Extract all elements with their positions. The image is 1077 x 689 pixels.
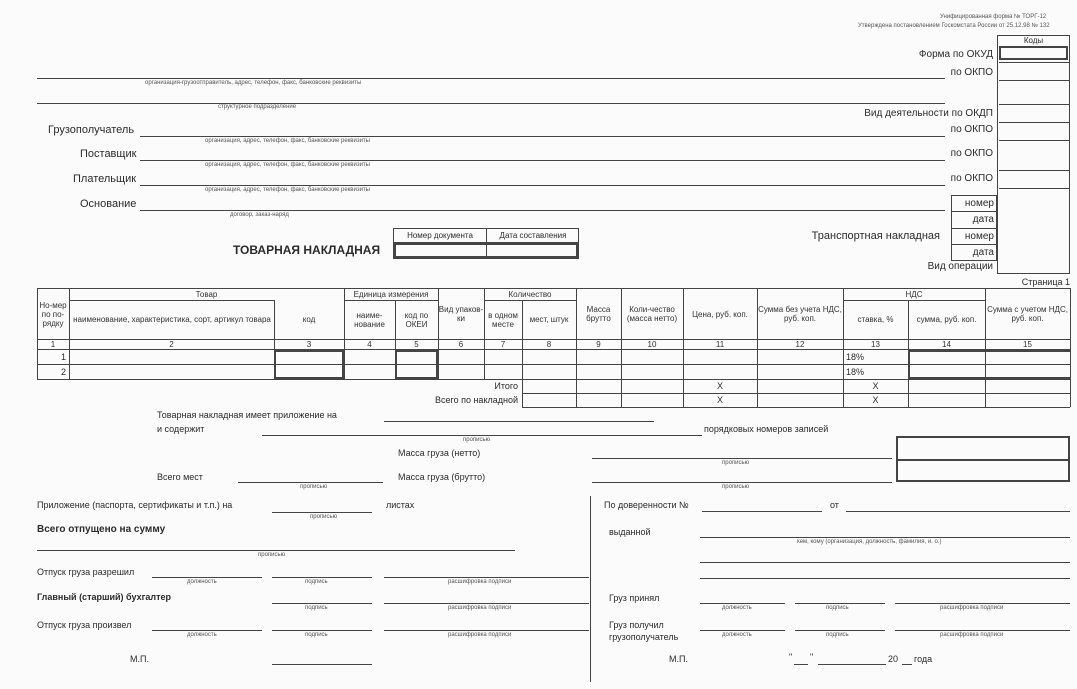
issued-hint: кем, кому (организация, должность, фамилия, и. о.) bbox=[797, 539, 942, 545]
vid-operacii-label: Вид операции bbox=[927, 261, 993, 272]
proxy-label: По доверенности № bbox=[604, 500, 689, 510]
ordinal-records-label: порядковых номеров записей bbox=[704, 424, 829, 434]
unified-form-label: Унифицированная форма № ТОРГ-12 bbox=[940, 14, 1047, 20]
h-net: Коли-чество (масса нетто) bbox=[626, 305, 678, 323]
podpis-hint-5: подпись bbox=[826, 632, 849, 638]
okpo-label-2: по ОКПО bbox=[950, 124, 993, 135]
table-row-vat-rate: 18% bbox=[846, 367, 865, 377]
h-qty: Количество bbox=[508, 290, 552, 299]
nomer-label-1: номер bbox=[964, 198, 994, 209]
table-row-vat-rate: 18% bbox=[846, 352, 865, 362]
appendix-line2: и содержит bbox=[157, 424, 205, 434]
h-qty-one: в одном месте bbox=[488, 310, 518, 329]
vsego-label: Всего по накладной bbox=[434, 395, 518, 405]
itogo-label: Итого bbox=[494, 381, 518, 391]
data-label-1: дата bbox=[972, 214, 994, 225]
year-prefix: 20 bbox=[888, 654, 899, 664]
payer-label: Плательщик bbox=[73, 173, 137, 185]
price-x-2: X bbox=[716, 395, 723, 405]
transport-label: Транспортная накладная bbox=[811, 230, 940, 242]
rasshifrovka-hint-5: расшифровка подписи bbox=[940, 632, 1004, 638]
col-num: 8 bbox=[546, 339, 552, 349]
doc-date-label: Дата составления bbox=[499, 231, 567, 240]
appendix-line1: Товарная накладная имеет приложение на bbox=[157, 410, 337, 420]
h-vat: НДС bbox=[905, 290, 923, 299]
okdp-label: Вид деятельности по ОКДП bbox=[864, 108, 993, 119]
rasshifrovka-hint-4: расшифровка подписи bbox=[940, 605, 1004, 611]
okei-code-cells[interactable] bbox=[395, 350, 438, 379]
col-num: 12 bbox=[795, 339, 805, 349]
table-row-no: 2 bbox=[60, 367, 66, 377]
vat-sum-cells[interactable] bbox=[908, 350, 1070, 379]
data-label-2: дата bbox=[972, 247, 994, 258]
date-quote-close: " bbox=[810, 652, 814, 662]
okpo-label-3: по ОКПО bbox=[950, 148, 993, 159]
col-num: 1 bbox=[50, 339, 56, 349]
consignee-hint: организация, адрес, телефон, факс, банковские реквизиты bbox=[205, 138, 370, 144]
price-x-1: X bbox=[716, 381, 723, 391]
issued-label: выданной bbox=[609, 527, 651, 537]
col-num: 7 bbox=[500, 339, 506, 349]
vat-rate-x-1: X bbox=[872, 381, 879, 391]
ot-label: от bbox=[830, 500, 839, 510]
approved-by-label: Утверждена постановлением Госкомстата России от 25.12.98 № 132 bbox=[858, 23, 1050, 29]
h-sum-novat: Сумма без учета НДС, руб. коп. bbox=[758, 305, 842, 323]
propisyu-hint-6: прописью bbox=[258, 552, 286, 558]
org-hint: организация-грузоотправитель, адрес, телефон, факс, банковские реквизиты bbox=[145, 80, 362, 86]
struct-hint: структурное подразделение bbox=[218, 104, 297, 110]
col-num: 11 bbox=[715, 339, 725, 349]
rasshifrovka-hint-2: расшифровка подписи bbox=[448, 605, 512, 611]
col-num: 2 bbox=[169, 339, 174, 349]
h-total: Сумма с учетом НДС, руб. коп. bbox=[987, 305, 1068, 323]
col-num: 3 bbox=[306, 339, 312, 349]
total-released-label: Всего отпущено на сумму bbox=[37, 524, 166, 535]
net-mass-label: Масса груза (нетто) bbox=[398, 448, 481, 458]
col-num: 13 bbox=[871, 339, 880, 349]
okpo-label-4: по ОКПО bbox=[950, 173, 993, 184]
h-unit-okei: код по ОКЕИ bbox=[404, 310, 429, 329]
okpo-label-1: по ОКПО bbox=[950, 67, 993, 78]
total-places-label: Всего мест bbox=[157, 472, 203, 482]
dolzhnost-hint-3: должность bbox=[722, 605, 752, 611]
mp-label-left: М.П. bbox=[130, 654, 149, 664]
h-vat-sum: сумма, руб. коп. bbox=[916, 315, 977, 324]
h-qty-places: мест, штук bbox=[529, 315, 569, 324]
doc-number-date-value[interactable] bbox=[394, 243, 578, 258]
h-price: Цена, руб. коп. bbox=[692, 309, 748, 319]
h-gross: Масса брутто bbox=[586, 305, 611, 323]
footer-divider bbox=[590, 496, 591, 682]
col-num: 14 bbox=[942, 339, 951, 349]
col-num: 9 bbox=[596, 339, 601, 349]
propisyu-hint-2: прописью bbox=[722, 460, 750, 466]
vat-rate-x-2: X bbox=[872, 395, 879, 405]
propisyu-hint-1: прописью bbox=[463, 437, 491, 443]
col-num: 6 bbox=[458, 339, 464, 349]
chief-accountant-label: Главный (старший) бухгалтер bbox=[37, 592, 171, 602]
supplier-label: Поставщик bbox=[80, 148, 137, 160]
col-num: 5 bbox=[414, 339, 419, 349]
cargo-received-label: Груз принял bbox=[609, 593, 660, 603]
h-goods-name: наименование, характеристика, сорт, артикул товара bbox=[73, 315, 271, 324]
consignee-label: Грузополучатель bbox=[48, 124, 135, 136]
attachment-label: Приложение (паспорта, сертификаты и т.п.) на bbox=[37, 500, 233, 510]
okud-label: Форма по ОКУД bbox=[918, 49, 993, 60]
goods-code-cells[interactable] bbox=[274, 350, 344, 379]
cargo-got-line2: грузополучатель bbox=[609, 632, 679, 642]
codes-title: Коды bbox=[1023, 36, 1044, 45]
gross-mass-label: Масса груза (брутто) bbox=[398, 472, 486, 482]
h-unit: Единица измерения bbox=[353, 290, 429, 299]
page-label: Страница 1 bbox=[1021, 277, 1070, 287]
cargo-got-line1: Груз получил bbox=[609, 620, 664, 630]
propisyu-hint-4: прописью bbox=[722, 484, 750, 490]
h-goods: Товар bbox=[195, 290, 218, 299]
year-suffix: года bbox=[914, 654, 933, 664]
h-no: Но-мер по по-рядку bbox=[39, 300, 67, 328]
mp-label-right: М.П. bbox=[669, 654, 688, 664]
podpis-hint-2: подпись bbox=[305, 605, 328, 611]
date-quote-open: " bbox=[789, 652, 793, 662]
col-num: 15 bbox=[1023, 339, 1032, 349]
h-unit-name: наиме-нование bbox=[354, 310, 385, 329]
propisyu-hint-3: прописью bbox=[300, 484, 328, 490]
col-num: 4 bbox=[367, 339, 372, 349]
podpis-hint-4: подпись bbox=[826, 605, 849, 611]
h-goods-code: код bbox=[302, 315, 316, 324]
release-allowed-label: Отпуск груза разрешил bbox=[37, 567, 135, 577]
dolzhnost-hint-1: должность bbox=[187, 579, 217, 585]
h-vat-rate: ставка, % bbox=[857, 315, 894, 324]
nomer-label-2: номер bbox=[964, 231, 994, 242]
col-num: 10 bbox=[647, 339, 657, 349]
dolzhnost-hint-4: должность bbox=[722, 632, 752, 638]
codes-column bbox=[997, 35, 1070, 274]
payer-hint: организация, адрес, телефон, факс, банковские реквизиты bbox=[205, 187, 370, 193]
h-pack: Вид упаков-ки bbox=[438, 305, 484, 323]
doc-number-label: Номер документа bbox=[407, 231, 473, 240]
supplier-hint: организация, адрес, телефон, факс, банковские реквизиты bbox=[205, 162, 370, 168]
release-made-label: Отпуск груза произвел bbox=[37, 620, 132, 630]
okud-code-cell[interactable] bbox=[999, 46, 1068, 60]
sheets-label: листах bbox=[386, 500, 415, 510]
propisyu-hint-5: прописью bbox=[310, 514, 338, 520]
doc-title: ТОВАРНАЯ НАКЛАДНАЯ bbox=[233, 243, 381, 257]
table-row-no: 1 bbox=[60, 352, 66, 362]
dolzhnost-hint-2: должность bbox=[187, 632, 217, 638]
rasshifrovka-hint-1: расшифровка подписи bbox=[448, 579, 512, 585]
podpis-hint-3: подпись bbox=[305, 632, 328, 638]
basis-label: Основание bbox=[80, 198, 137, 210]
podpis-hint-1: подпись bbox=[305, 579, 328, 585]
rasshifrovka-hint-3: расшифровка подписи bbox=[448, 632, 512, 638]
basis-hint: договор, заказ-наряд bbox=[230, 212, 289, 218]
